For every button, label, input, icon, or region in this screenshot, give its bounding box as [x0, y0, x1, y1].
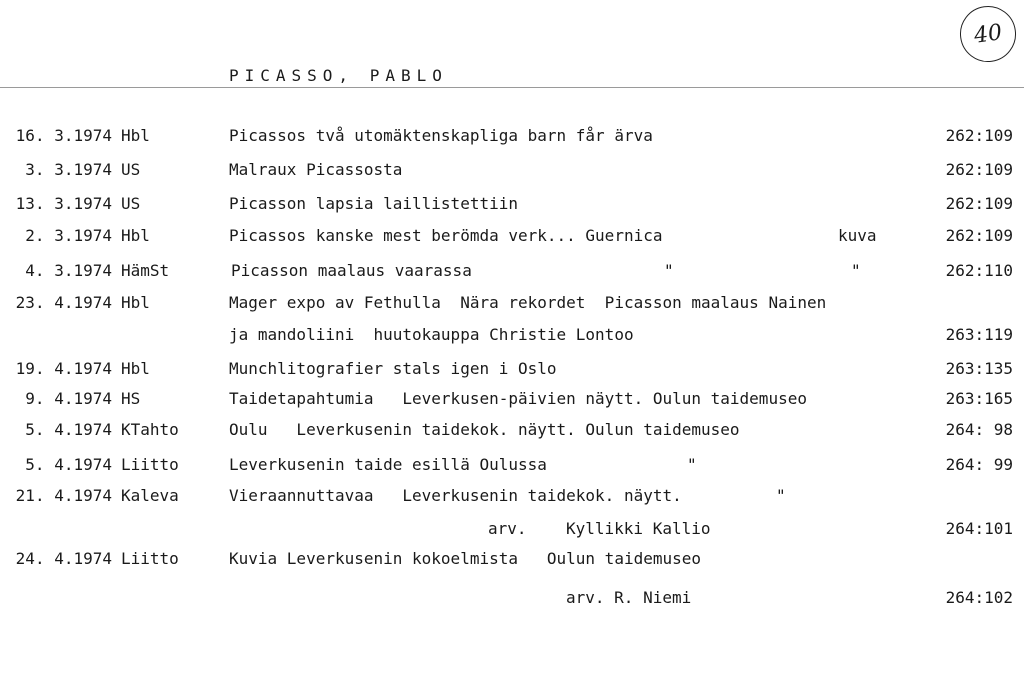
- ditto-mark: ": [851, 261, 861, 280]
- entry-date: 13. 3.1974: [15, 194, 112, 213]
- entry-title: Leverkusenin taide esillä Oulussa: [229, 455, 547, 474]
- entry-date: 19. 4.1974: [15, 359, 112, 378]
- entry-title: Picassos kanske mest berömda verk... Guernica: [229, 226, 663, 245]
- page-number: 40: [972, 19, 1004, 49]
- ditto-mark: ": [776, 486, 786, 505]
- entry-title: Kuvia Leverkusenin kokoelmista Oulun taidemuseo: [229, 549, 702, 568]
- entry-reference: 264:101: [945, 519, 1013, 538]
- entry-row: [0, 124, 1024, 148]
- entry-source: Hbl: [121, 126, 150, 145]
- entry-title: Vieraannuttavaa Leverkusenin taidekok. näytt.: [229, 486, 682, 505]
- entry-row: [0, 547, 1024, 571]
- entry-row: [0, 484, 1024, 508]
- entry-source: Hbl: [121, 359, 150, 378]
- entry-reference: 262:110: [945, 261, 1013, 280]
- entry-source: Hbl: [121, 293, 150, 312]
- entry-date: 5. 4.1974: [25, 420, 112, 439]
- entry-source: HämSt: [121, 261, 170, 280]
- entry-row: [0, 291, 1024, 315]
- entry-reference: 263:119: [945, 325, 1013, 344]
- page-heading: PICASSO, PABLO: [229, 66, 448, 85]
- entry-title: Picasson maalaus vaarassa: [231, 261, 472, 280]
- entry-source: US: [121, 194, 141, 213]
- entry-date: 16. 3.1974: [15, 126, 112, 145]
- entry-reference: 262:109: [945, 226, 1013, 245]
- entry-date: 21. 4.1974: [15, 486, 112, 505]
- ditto-mark: ": [664, 261, 674, 280]
- entry-note: kuva: [838, 226, 877, 245]
- entry-source: US: [121, 160, 141, 179]
- entry-row: [0, 387, 1024, 411]
- entry-reference: 263:165: [945, 389, 1013, 408]
- entry-title: Picassos två utomäktenskapliga barn får ärva: [229, 126, 653, 145]
- entry-credit-label: arv.: [488, 519, 527, 538]
- heading-rule: [0, 87, 1024, 88]
- entry-title-continued: ja mandoliini huutokauppa Christie Lontoo: [229, 325, 634, 344]
- entry-source: KTahto: [121, 420, 179, 439]
- entry-row: [0, 357, 1024, 381]
- entry-source: Liitto: [121, 549, 179, 568]
- entry-source: Liitto: [121, 455, 179, 474]
- entry-row-continuation: [0, 323, 1024, 347]
- entry-reference: 264: 99: [945, 455, 1013, 474]
- entry-date: 3. 3.1974: [25, 160, 112, 179]
- entry-date: 9. 4.1974: [25, 389, 112, 408]
- entry-credit-name: Kyllikki Kallio: [566, 519, 711, 538]
- entry-title: Munchlitografier stals igen i Oslo: [229, 359, 557, 378]
- ditto-mark: ": [687, 455, 697, 474]
- entry-reference: 262:109: [945, 194, 1013, 213]
- entry-source: HS: [121, 389, 141, 408]
- entry-title: Taidetapahtumia Leverkusen-päivien näytt. Oulun taidemuseo: [229, 389, 807, 408]
- entry-row: [0, 224, 1024, 248]
- entry-title: Malraux Picassosta: [229, 160, 403, 179]
- entry-credit: arv. R. Niemi: [566, 588, 692, 607]
- entry-reference: 262:109: [945, 160, 1013, 179]
- entry-row: [0, 158, 1024, 182]
- entry-row: [0, 259, 1024, 283]
- entry-title: Mager expo av Fethulla Nära rekordet Picasson maalaus Nainen: [229, 293, 827, 312]
- entry-source: Kaleva: [121, 486, 179, 505]
- entry-source: Hbl: [121, 226, 150, 245]
- entry-date: 5. 4.1974: [25, 455, 112, 474]
- entry-reference: 264: 98: [945, 420, 1013, 439]
- entry-row: [0, 418, 1024, 442]
- entry-reference: 263:135: [945, 359, 1013, 378]
- entry-title: Picasson lapsia laillistettiin: [229, 194, 518, 213]
- entry-title: Oulu Leverkusenin taidekok. näytt. Oulun taidemuseo: [229, 420, 740, 439]
- entry-row-continuation: [0, 586, 1024, 610]
- entry-date: 2. 3.1974: [25, 226, 112, 245]
- entry-row-continuation: [0, 517, 1024, 541]
- entry-row: [0, 453, 1024, 477]
- entry-reference: 264:102: [945, 588, 1013, 607]
- entry-date: 24. 4.1974: [15, 549, 112, 568]
- entry-date: 4. 3.1974: [25, 261, 112, 280]
- entry-row: [0, 192, 1024, 216]
- entry-reference: 262:109: [945, 126, 1013, 145]
- page-number-circle: [956, 2, 1019, 65]
- entry-date: 23. 4.1974: [15, 293, 112, 312]
